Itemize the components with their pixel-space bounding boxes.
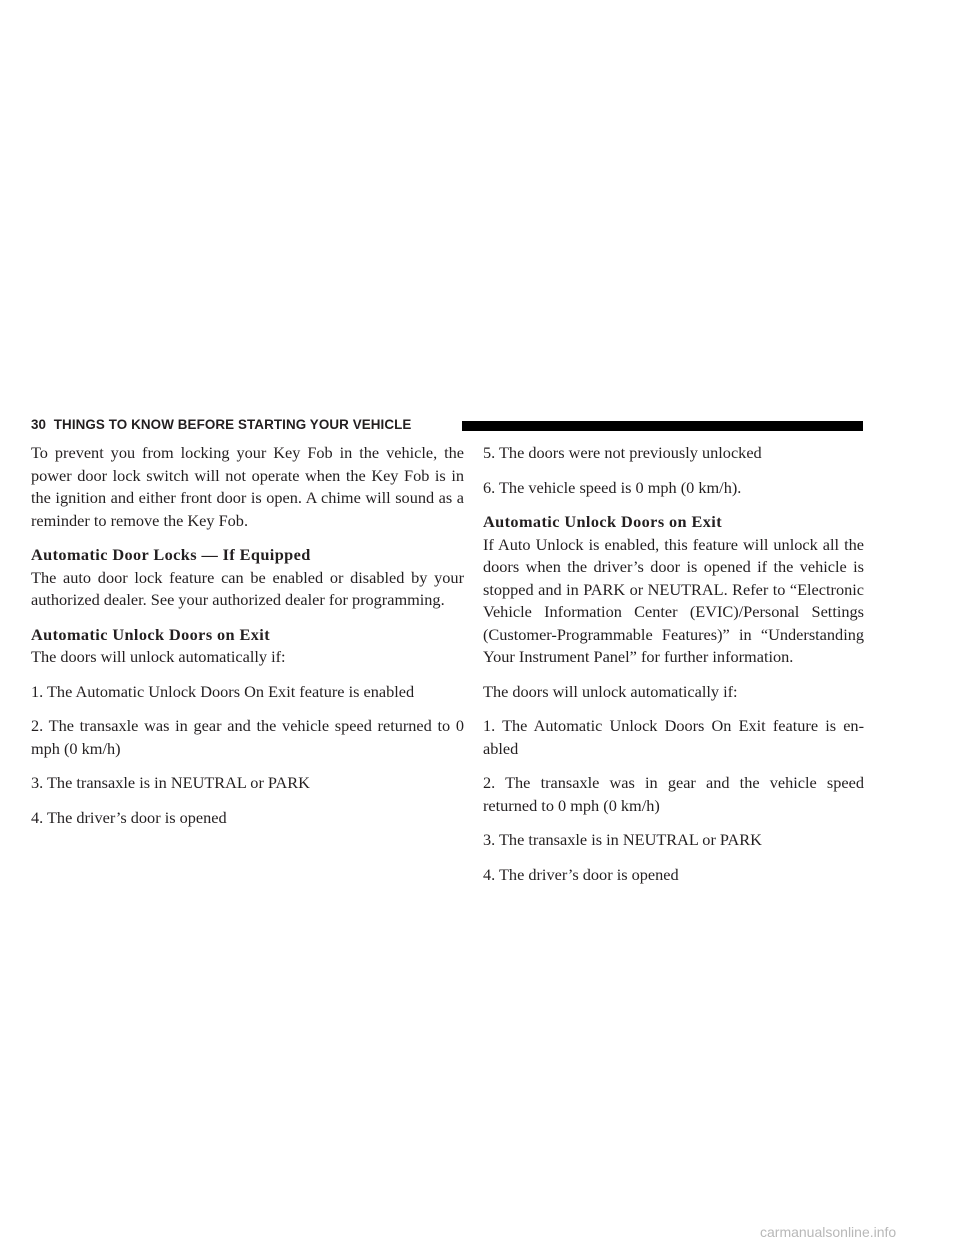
- unlock-intro: The doors will unlock automatically if:: [31, 647, 286, 666]
- list-item: 2. The transaxle was in gear and the vehicle speed returned to 0 mph (0 km/h): [483, 773, 864, 815]
- left-column: [31, 442, 464, 841]
- watermark-link[interactable]: carmanualsonline.info: [760, 1224, 897, 1240]
- page-number: 30: [31, 417, 47, 432]
- auto-door-locks-paragraph: The auto door lock feature can be enabled or disabled by your authorized dealer. See your authorized dealer for programming.: [31, 567, 464, 609]
- right-column: [483, 442, 864, 898]
- list-item: 1. The Automatic Unlock Doors On Exit feature is enabled: [483, 716, 864, 758]
- key-fob-paragraph: To prevent you from locking your Key Fob in the vehicle, the power door lock switch will not operate when the Key Fob is in the ignition and either front door is open. A chime will sound as a reminder to remove the Key Fob.: [31, 443, 464, 530]
- unlock-on-exit-heading: Automatic Unlock Doors on Exit: [483, 512, 723, 531]
- list-item: 4. The driver’s door is opened: [31, 807, 227, 827]
- list-item: 5. The doors were not previously unlocked: [483, 443, 762, 462]
- list-item: 6. The vehicle speed is 0 mph (0 km/h).: [483, 477, 742, 497]
- list-item: 3. The transaxle is in NEUTRAL or PARK: [31, 773, 310, 792]
- list-item: 4. The driver’s door is opened: [483, 864, 679, 884]
- unlock-intro: The doors will unlock automatically if:: [483, 681, 738, 701]
- list-item: 1. The Automatic Unlock Doors On Exit feature is enabled: [31, 681, 415, 701]
- page-header: [31, 416, 863, 434]
- section-title: THINGS TO KNOW BEFORE STARTING YOUR VEHICLE: [53, 417, 412, 432]
- unlock-on-exit-heading: Automatic Unlock Doors on Exit: [31, 624, 271, 644]
- header-label: [31, 417, 411, 433]
- list-item: 2. The transaxle was in gear and the vehicle speed returned to 0 mph (0 km/h): [31, 716, 464, 758]
- header-rule-bar: [462, 421, 863, 431]
- auto-unlock-paragraph: If Auto Unlock is enabled, this feature will unlock all the doors when the driver’s door is opened if the vehicle is stopped and in PARK or NEUTRAL. Refer to “Electronic Vehicle Information Center (EVIC)/Personal Settings (Customer-Programmable Features)” in “Understanding Your Instrument Panel” for further information.: [483, 534, 864, 666]
- list-item: 3. The transaxle is in NEUTRAL or PARK: [483, 830, 762, 849]
- auto-door-locks-heading: Automatic Door Locks — If Equipped: [31, 545, 311, 564]
